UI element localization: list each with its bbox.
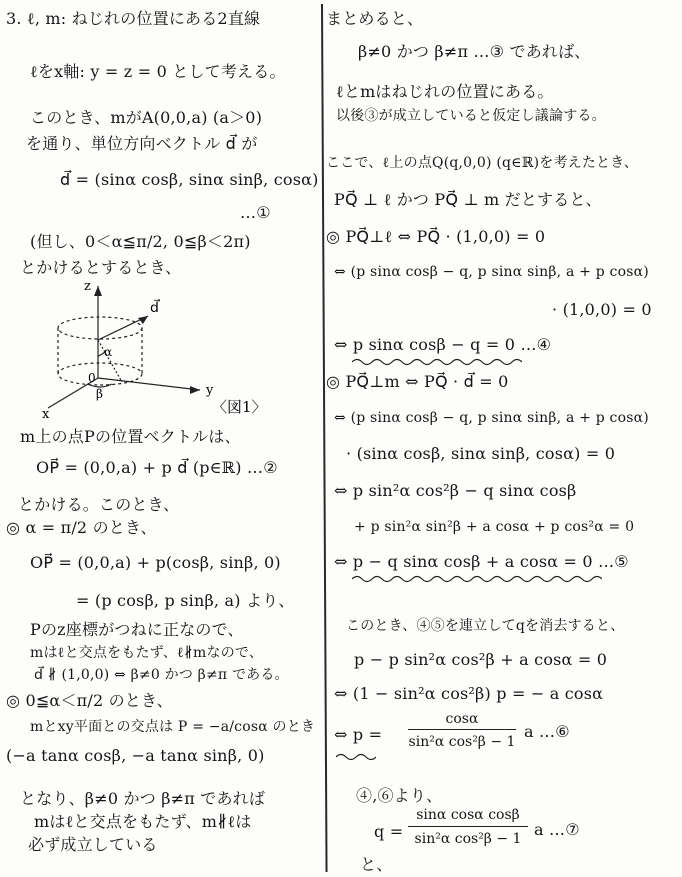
figure-label: α	[104, 345, 113, 359]
equation-line: OP⃗ = (0,0,a) + p(cosβ, sinβ, 0)	[30, 553, 281, 572]
equation-line: · (1,0,0) = 0	[552, 300, 652, 319]
text-line: ここで、ℓ上の点Q(q,0,0) (q∈ℝ)を考えたとき、	[326, 155, 639, 171]
case-heading: ◎ PQ⃗⊥m ⇔ PQ⃗ · d⃗ = 0	[326, 372, 509, 391]
figure-caption: 〈図1〉	[212, 398, 267, 416]
fraction-denominator: sin²α cos²β − 1	[408, 734, 516, 750]
figure-label: β	[96, 387, 103, 401]
text-line: ④,⑥より、	[356, 786, 443, 805]
equation-line: = (p cosβ, p sinβ, a) より、	[76, 591, 295, 610]
figure-axis-label: x	[42, 407, 50, 422]
text-line: PQ⃗ ⊥ ℓ かつ PQ⃗ ⊥ m だとすると、	[334, 190, 602, 209]
column-divider	[321, 4, 327, 872]
text-line: d⃗ ∦ (1,0,0) ⇔ β≠0 かつ β≠π である。	[34, 667, 289, 683]
wavy-underline	[352, 574, 602, 584]
equation-2: OP⃗ = (0,0,a) + p d⃗ (p∈ℝ) …②	[36, 458, 278, 477]
text-line: ℓとmはねじれの位置にある。	[336, 82, 554, 101]
text-line: まとめると、	[326, 9, 424, 28]
text-line: を通り、単位方向ベクトル d⃗ が	[26, 134, 258, 153]
problem-header: 3. ℓ, m: ねじれの位置にある2直線	[6, 9, 261, 28]
text-line: このとき、mがA(0,0,a) (a＞0)	[30, 108, 263, 127]
text-line: mはℓと交点をもたず、ℓ∦mなので、	[30, 645, 264, 661]
figure-label: d⃗	[150, 300, 159, 316]
fraction-numerator: cosα	[445, 711, 479, 727]
equation-5: ⇔ p − q sinα cosβ + a cosα = 0 …⑤	[334, 552, 629, 571]
text-line: と、	[360, 855, 393, 874]
text-line: m上の点Pの位置ベクトルは、	[20, 427, 241, 446]
equation-1: d⃗ = (sinα cosβ, sinα sinβ, cosα)	[60, 170, 319, 189]
equation-line: ⇔ p sin²α cos²β − q sinα cosβ	[334, 481, 577, 500]
text-line: とかけるとするとき、	[20, 258, 182, 277]
fraction-bar	[408, 826, 528, 827]
equation-line: · (sinα cosβ, sinα sinβ, cosα) = 0	[346, 444, 616, 463]
fraction-denominator: sin²α cos²β − 1	[414, 831, 522, 847]
text-line: このとき、④⑤を連立してqを消去すると、	[346, 618, 625, 634]
fraction-bar	[408, 729, 516, 730]
text-line: 必ず成立している	[28, 835, 158, 854]
case-heading: ◎ PQ⃗⊥ℓ ⇔ PQ⃗ · (1,0,0) = 0	[326, 227, 546, 246]
case-heading: ◎ 0≦α＜π/2 のとき、	[6, 691, 173, 710]
equation-7-lhs: q =	[374, 822, 404, 841]
equation-4: ⇔ p sinα cosβ − q = 0 …④	[334, 335, 552, 354]
figure-label: 0	[88, 371, 96, 385]
case-heading: ◎ α = π/2 のとき、	[6, 518, 157, 537]
equation-line: ⇔ (1 − sin²α cos²β) p = − a cosα	[334, 684, 604, 703]
equation-line: ⇔ (p sinα cosβ − q, p sinα sinβ, a + p cosα)	[334, 410, 649, 426]
text-line: 以後③が成立していると仮定し議論する。	[336, 108, 606, 124]
equation-3: β≠0 かつ β≠π …③ であれば、	[358, 42, 591, 61]
text-line: mとxy平面との交点は P = −a/cosα のとき	[30, 719, 316, 735]
text-line: (但し、0＜α≦π/2, 0≦β＜2π)	[30, 232, 251, 251]
equation-7-rhs: a …⑦	[534, 820, 580, 839]
text-line: Pのz座標がつねに正なので、	[30, 620, 244, 639]
text-line: mはℓと交点をもたず、m∦ℓは	[34, 812, 252, 831]
equation-line: (−a tanα cosβ, −a tanα sinβ, 0)	[6, 746, 265, 765]
text-line: とかける。このとき、	[18, 495, 180, 514]
fraction-numerator: sinα cosα cosβ	[416, 807, 520, 823]
text-line: ℓをx軸: y = z = 0 として考える。	[30, 62, 286, 81]
wavy-underline	[352, 357, 522, 367]
figure-1	[30, 278, 300, 423]
equation-line: + p sin²α sin²β + a cosα + p cos²α = 0	[354, 519, 635, 535]
text-line: となり、β≠0 かつ β≠π であれば	[20, 789, 266, 808]
equation-line: ⇔ (p sinα cosβ − q, p sinα sinβ, a + p cosα)	[334, 264, 649, 280]
equation-6-lhs: ⇔ p =	[334, 725, 383, 744]
wavy-underline	[336, 752, 376, 762]
figure-axis-label: z	[84, 279, 91, 294]
equation-line: p − p sin²α cos²β + a cosα = 0	[354, 650, 608, 669]
equation-6-rhs: a …⑥	[524, 722, 570, 741]
equation-label: …①	[240, 203, 271, 222]
figure-axis-label: y	[206, 383, 214, 398]
